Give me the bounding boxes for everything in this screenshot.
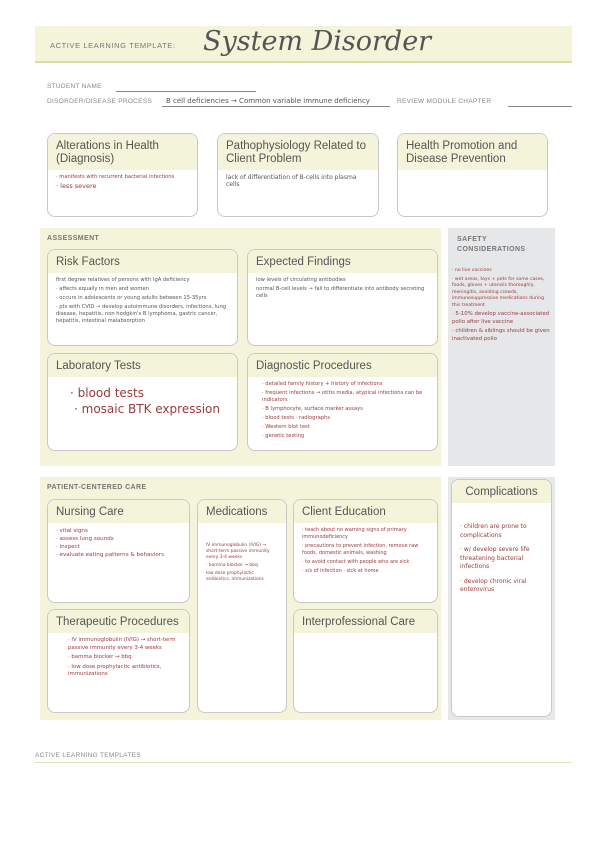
nursing-care-notes (48, 523, 189, 563)
therapeutic-procedures-card[interactable] (47, 609, 190, 713)
nursing-line: · inspect (56, 544, 80, 550)
medications-title: Medications (198, 500, 286, 523)
disorder-value: B cell deficiencies → Common variable immune deficiency (166, 97, 370, 105)
diagnostic-line: · detailed family history + history of infections (262, 381, 383, 387)
laboratory-tests-notes (48, 377, 237, 421)
client-education-title: Client Education (294, 500, 437, 523)
lab-test-line: · blood tests (70, 386, 144, 400)
pathophysiology-title: Pathophysiology Related to Client Problem (218, 134, 378, 170)
nursing-care-card[interactable] (47, 499, 190, 603)
nursing-line: · evaluate eating patterns & behaviors (56, 552, 165, 558)
disorder-label: DISORDER/DISEASE PROCESS (47, 98, 153, 105)
risk-factors-notes (48, 273, 237, 331)
alterations-title: Alterations in Health (Diagnosis) (48, 134, 197, 170)
risk-factor-line: first degree relatives of persons with IgA deficiency (56, 277, 190, 283)
medication-line: low dose prophylactic antibiotics, immunizations (206, 571, 264, 582)
therapeutic-procedures-notes (48, 633, 189, 685)
therapeutic-line: · IV immunoglobulin (IVIG) → short-term passive immunity every 3-4 weeks (68, 637, 176, 651)
diagnostic-line: · blood tests · radiographs (262, 415, 331, 421)
client-education-card[interactable] (293, 499, 438, 603)
therapeutic-procedures-title: Therapeutic Procedures (48, 610, 189, 633)
complication-line: · children are prone to complications (460, 523, 527, 539)
header-band (35, 26, 572, 63)
safety-notes[interactable] (452, 268, 552, 345)
expected-findings-notes (248, 273, 437, 306)
safety-line: · children & siblings should be given inactivated polio (452, 328, 550, 342)
nursing-line: · vital signs (56, 528, 88, 534)
complications-notes (452, 503, 551, 601)
complication-line: · develop chronic viral enterovirus (460, 577, 527, 593)
laboratory-tests-card[interactable] (47, 353, 238, 451)
expected-findings-card[interactable] (247, 249, 438, 346)
complication-line: · w/ develop severe life threatening bacterial infections (460, 546, 530, 570)
alterations-card[interactable] (47, 133, 198, 217)
patient-centered-care-label: PATIENT-CENTERED CARE (47, 484, 147, 491)
finding-line: normal B-cell levels → fail to differentiate into antibody secreting cells (256, 286, 425, 299)
pathophysiology-line: lack of differentiation of B-cells into plasma cells (226, 174, 357, 188)
header-prefix: ACTIVE LEARNING TEMPLATE: (50, 41, 176, 50)
client-education-notes (294, 523, 437, 581)
nursing-line: · assess lung sounds (56, 536, 114, 542)
complications-card[interactable] (451, 479, 552, 717)
medication-line: · bamma blocker → bbq (206, 563, 258, 568)
interprofessional-care-card[interactable] (293, 609, 438, 713)
diagnostic-line: · genetic testing (262, 433, 305, 439)
alterations-line: · less severe (56, 182, 97, 190)
risk-factors-title: Risk Factors (48, 250, 237, 273)
interprofessional-care-title: Interprofessional Care (294, 610, 437, 633)
safety-line: · 5-10% develop vaccine-associated polio after live vaccine (452, 311, 550, 325)
safety-section (448, 228, 555, 466)
risk-factor-line: · pts with CVID → develop autoimmune disorders, infections, lung disease, hepatitis, non hodgkin's B lymphoma, gastric cancer, hepatitis, intestinal malabsorption (56, 304, 227, 324)
diagnostic-line: · Western blot test (262, 424, 310, 430)
risk-factor-line: · occurs in adolescents or young adults between 15-35yrs (56, 295, 207, 301)
safety-line: · wet areas, toys + pets for some cases, foods, gloves + utensils thoroughly, meningitis, avoiding crowds, immunosuppressive medications during this treatment (452, 276, 545, 308)
education-line: · precautions to prevent infection, remove raw foods, domestic animals, washing (302, 543, 419, 556)
medication-line: IV immunoglobulin (IVIG) → short-term passive immunity every 3-4 weeks (206, 543, 270, 560)
therapeutic-line: · bamma blocker → bbq (68, 654, 132, 660)
diagnostic-line: · B lymphocyte, surface marker assays (262, 406, 363, 412)
diagnostic-line: · frequent infections → otitis media, atypical infections can be indicators (262, 390, 423, 403)
safety-line: · no live vaccines (452, 268, 492, 273)
assessment-label: ASSESSMENT (47, 235, 100, 242)
complications-title: Complications (452, 480, 551, 503)
template-title: System Disorder (203, 26, 432, 57)
risk-factors-card[interactable] (47, 249, 238, 346)
laboratory-tests-title: Laboratory Tests (48, 354, 237, 377)
student-name-label: STUDENT NAME (47, 83, 102, 90)
footer-label: ACTIVE LEARNING TEMPLATES (35, 752, 141, 759)
medications-card[interactable] (197, 499, 287, 713)
risk-factor-line: · affects equally in men and women (56, 286, 149, 292)
expected-findings-title: Expected Findings (248, 250, 437, 273)
review-chapter-label: REVIEW MODULE CHAPTER (397, 98, 492, 105)
education-line: · teach about no warning signs of primary immunodeficiency (302, 527, 407, 540)
diagnostic-procedures-card[interactable] (247, 353, 438, 451)
education-line: · s/s of infection · sick at home (302, 568, 379, 574)
nursing-care-title: Nursing Care (48, 500, 189, 523)
finding-line: low levels of circulating antibodies (256, 277, 346, 283)
diagnostic-procedures-notes (248, 377, 437, 446)
medications-notes (198, 523, 286, 589)
alterations-line: · manifests with recurrent bacterial infections (56, 174, 175, 180)
alterations-notes (48, 170, 197, 196)
pathophysiology-notes (218, 170, 378, 194)
safety-label: SAFETY CONSIDERATIONS (457, 236, 526, 253)
review-chapter-field[interactable] (508, 106, 572, 107)
health-promotion-card[interactable] (397, 133, 548, 217)
student-name-field[interactable] (116, 91, 256, 92)
therapeutic-line: · low dose prophylactic antibiotics, immunizations (68, 663, 162, 677)
pathophysiology-card[interactable] (217, 133, 379, 217)
education-line: · to avoid contact with people who are sick (302, 559, 410, 565)
diagnostic-procedures-title: Diagnostic Procedures (248, 354, 437, 377)
disorder-field[interactable] (162, 106, 390, 107)
health-promotion-title: Health Promotion and Disease Prevention (398, 134, 547, 170)
footer-divider (35, 762, 572, 763)
lab-test-line: · mosaic BTK expression (74, 402, 220, 416)
